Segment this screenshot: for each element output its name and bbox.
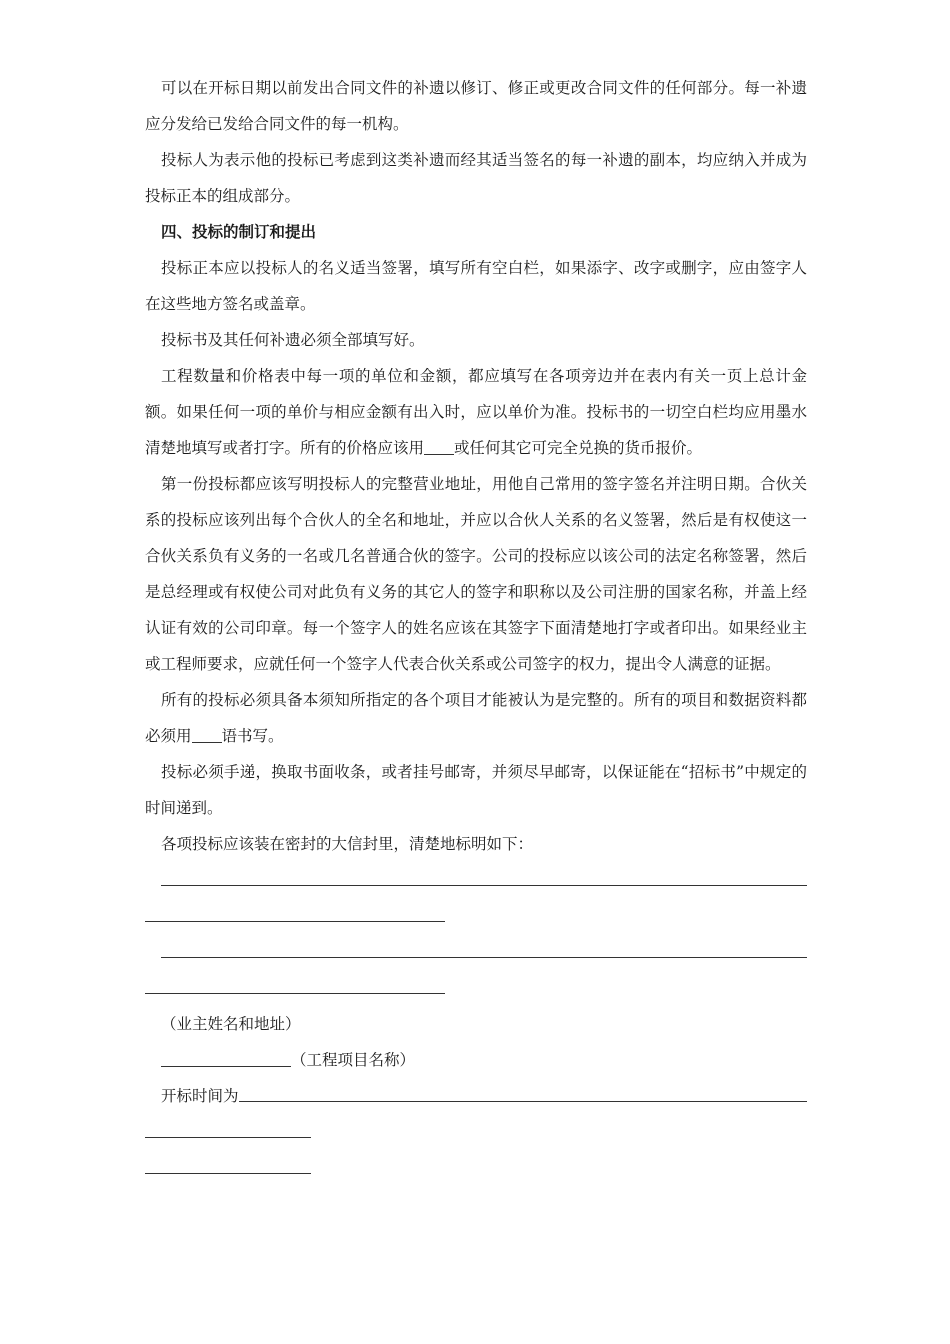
- rule: [145, 1137, 311, 1138]
- language-text-b: 语书写。: [221, 727, 284, 745]
- paragraph-envelope: 各项投标应该装在密封的大信封里，清楚地标明如下：: [161, 835, 534, 853]
- envelope-line: [145, 970, 807, 1006]
- pricing-text-a: 工程数量和价格表中每一项的单位和金额，都应填写在各项旁边并在表内有关一页上总计金额。如果任何一项的单价与相应金额有出入时，应以单价为准。投标书的一切空白栏均应用墨水清楚地填写或者打字。所有的价格应该用: [145, 367, 807, 457]
- paragraph-addenda-issue: 可以在开标日期以前发出合同文件的补遗以修订、修正或更改合同文件的任何部分。每一补遗应分发给已发给合同文件的每一机构。: [145, 79, 807, 133]
- rule: [145, 1173, 311, 1174]
- rule: [145, 993, 445, 994]
- paragraph-signing: 投标正本应以投标人的名义适当签署，填写所有空白栏，如果添字、改字或删字，应由签字人在这些地方签名或盖章。: [145, 259, 807, 313]
- paragraph-delivery: 投标必须手递，换取书面收条，或者挂号邮寄，并须尽早邮寄，以保证能在“招标书”中规定的时间递到。: [145, 763, 807, 817]
- rule: [161, 957, 807, 958]
- opening-time-row: [145, 1078, 807, 1114]
- envelope-line: [145, 862, 807, 898]
- paragraph-pricing: [145, 358, 807, 466]
- currency-blank: [424, 453, 454, 455]
- envelope-line: [145, 898, 807, 934]
- project-name-label: （工程项目名称）: [291, 1051, 416, 1069]
- owner-name-label: （业主姓名和地址）: [161, 1015, 301, 1033]
- opening-time-line: [145, 1114, 807, 1150]
- rule: [145, 921, 445, 922]
- document-body: [145, 70, 807, 1186]
- language-text-a: 所有的投标必须具备本须知所指定的各个项目才能被认为是完整的。所有的项目和数据资料都必须用: [145, 691, 807, 745]
- rule: [161, 885, 807, 886]
- project-name-blank: [161, 1065, 291, 1067]
- envelope-line: [145, 934, 807, 970]
- paragraph-language: [145, 682, 807, 754]
- pricing-text-b: 或任何其它可完全兑换的货币报价。: [454, 439, 703, 457]
- project-name-row: [145, 1042, 807, 1078]
- opening-time-blank: [239, 1100, 807, 1102]
- language-blank: [192, 741, 222, 743]
- paragraph-bidder-address: 第一份投标都应该写明投标人的完整营业地址，用他自己常用的签字签名并注明日期。合伙关系的投标应该列出每个合伙人的全名和地址，并应以合伙人关系的名义签署，然后是有权使这一合伙关系负有义务的一名或几名普通合伙的签字。公司的投标应以该公司的法定名称签署，然后是总经理或有权使公司对此负有义务的其它人的签字和职称以及公司注册的国家名称，并盖上经认证有效的公司印章。每一个签字人的姓名应该在其签字下面清楚地打字或者印出。如果经业主或工程师要求，应就任何一个签字人代表合伙关系或公司签字的权力，提出令人满意的证据。: [145, 475, 807, 673]
- opening-time-label: 开标时间为: [161, 1087, 239, 1105]
- paragraph-completion: 投标书及其任何补遗必须全部填写好。: [161, 331, 425, 349]
- opening-time-line: [145, 1150, 807, 1186]
- paragraph-addenda-copies: 投标人为表示他的投标已考虑到这类补遗而经其适当签名的每一补遗的副本，均应纳入并成为投标正本的组成部分。: [145, 151, 807, 205]
- section-heading: 四、投标的制订和提出: [161, 222, 317, 241]
